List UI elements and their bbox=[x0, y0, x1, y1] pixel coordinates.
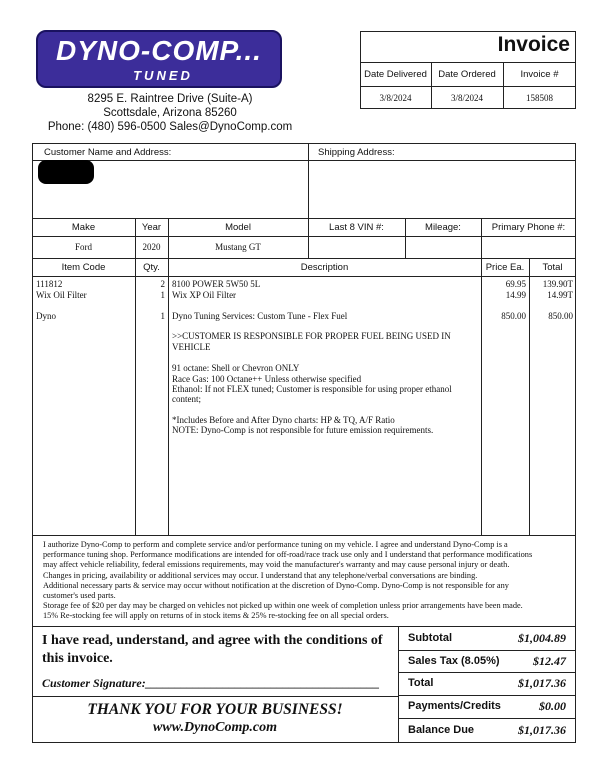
total-value: $1,017.36 bbox=[518, 676, 566, 690]
item-total: 14.99T bbox=[547, 290, 573, 300]
item-code: 111812 bbox=[36, 279, 63, 289]
logo-subtext: TUNED bbox=[133, 68, 193, 83]
terms-line: Additional necessary parts & service may occur without notification at the discretion of Dyno-Comp. Dyno-Comp is not responsible for any bbox=[43, 581, 509, 590]
logo-text: DYNO-COMP... bbox=[56, 35, 262, 66]
invoice-number-value: 158508 bbox=[526, 92, 553, 103]
date-delivered-value: 3/8/2024 bbox=[379, 92, 412, 103]
item-description: 8100 POWER 5W50 5L bbox=[172, 279, 261, 289]
vin-header: Last 8 VIN #: bbox=[329, 221, 384, 233]
model-value: Mustang GT bbox=[215, 242, 261, 252]
payments-credits-value: $0.00 bbox=[539, 699, 566, 713]
date-ordered-header: Date Ordered bbox=[438, 68, 496, 80]
mileage-header: Mileage: bbox=[425, 221, 461, 233]
item-qty: 1 bbox=[160, 290, 165, 300]
subtotal-label: Subtotal bbox=[408, 632, 452, 644]
website-link[interactable]: www.DynoComp.com bbox=[153, 720, 277, 735]
company-logo bbox=[36, 30, 282, 88]
payments-credits-label: Payments/Credits bbox=[408, 700, 501, 712]
item-description: Dyno Tuning Services: Custom Tune - Flex Fuel bbox=[172, 311, 348, 321]
sales-tax-label: Sales Tax (8.05%) bbox=[408, 655, 500, 667]
invoice-number-header: Invoice # bbox=[520, 68, 559, 80]
phone-header: Primary Phone #: bbox=[491, 221, 566, 233]
price-header: Price Ea. bbox=[485, 261, 525, 273]
note-line: content; bbox=[172, 394, 201, 404]
model-header: Model bbox=[225, 221, 251, 233]
date-delivered-header: Date Delivered bbox=[364, 68, 427, 80]
item-price: 850.00 bbox=[501, 311, 526, 321]
terms-line: I authorize Dyno-Comp to perform and complete service and/or performance tuning on my vehicle. I agree and understand Dyno-Comp is a bbox=[43, 540, 508, 549]
year-header: Year bbox=[141, 221, 162, 233]
company-address-line2: Scottsdale, Arizona 85260 bbox=[103, 107, 237, 119]
note-line: 91 octane: Shell or Chevron ONLY bbox=[172, 363, 300, 373]
make-value: Ford bbox=[74, 242, 92, 252]
item-description: Wix XP Oil Filter bbox=[172, 290, 237, 300]
terms-line: customer's used parts. bbox=[43, 591, 116, 600]
date-ordered-value: 3/8/2024 bbox=[450, 92, 483, 103]
year-value: 2020 bbox=[142, 242, 161, 252]
note-line: VEHICLE bbox=[172, 342, 211, 352]
item-code-header: Item Code bbox=[61, 261, 106, 273]
terms-line: Storage fee of $20 per day may be charged on vehicles not picked up within one week of completion unless prior arrangements have been made. bbox=[43, 601, 523, 610]
note-line: *Includes Before and After Dyno charts: HP & TQ, A/F Ratio bbox=[172, 415, 395, 425]
company-address-line1: 8295 E. Raintree Drive (Suite-A) bbox=[87, 93, 253, 105]
sales-tax-value: $12.47 bbox=[533, 654, 566, 668]
note-line: >>CUSTOMER IS RESPONSIBLE FOR PROPER FUEL BEING USED IN bbox=[172, 331, 451, 341]
item-total: 139.90T bbox=[542, 279, 573, 289]
item-total: 850.00 bbox=[548, 311, 573, 321]
customer-name-label: Customer Name and Address: bbox=[44, 147, 172, 158]
agreement-line2: this invoice. bbox=[42, 651, 113, 666]
total-label: Total bbox=[408, 677, 434, 689]
item-price: 69.95 bbox=[505, 279, 526, 289]
description-header: Description bbox=[300, 261, 349, 273]
item-qty: 2 bbox=[160, 279, 165, 289]
terms-line: may affect vehicle reliability, federal emissions requirements, may void the manufacturer's warranty and may cause personal injury or death. bbox=[43, 560, 510, 569]
balance-due-value: $1,017.36 bbox=[518, 723, 566, 737]
make-header: Make bbox=[71, 221, 96, 233]
customer-signature-line[interactable]: Customer Signature:_______________________________________ bbox=[42, 676, 380, 690]
item-code: Wix Oil Filter bbox=[36, 290, 87, 300]
item-qty: 1 bbox=[160, 311, 165, 321]
agreement-line1: I have read, understand, and agree with the conditions of bbox=[42, 633, 383, 648]
terms-line: 15% Re-stocking fee will apply on returns of in stock items & 25% re-stocking fee on all special orders. bbox=[43, 611, 389, 620]
note-line: Race Gas: 100 Octane++ Unless otherwise specified bbox=[172, 374, 362, 384]
item-code: Dyno bbox=[36, 311, 56, 321]
thank-you-message: THANK YOU FOR YOUR BUSINESS! bbox=[87, 701, 343, 718]
company-contact: Phone: (480) 596-0500 Sales@DynoComp.com bbox=[47, 121, 293, 133]
note-line: NOTE: Dyno-Comp is not responsible for future emission requirements. bbox=[172, 425, 434, 435]
total-header: Total bbox=[542, 261, 563, 273]
invoice-title: Invoice bbox=[497, 33, 570, 56]
qty-header: Qty. bbox=[143, 261, 160, 273]
item-price: 14.99 bbox=[505, 290, 526, 300]
terms-line: Changes in pricing, availability or additional services may occur. I understand that any telephone/verbal conversations are binding. bbox=[43, 571, 478, 580]
balance-due-label: Balance Due bbox=[408, 724, 475, 736]
note-line: Ethanol: If not FLEX tuned; Customer is responsible for using proper ethanol bbox=[172, 384, 452, 394]
shipping-address-label: Shipping Address: bbox=[318, 147, 395, 158]
terms-line: performance tuning shop. Performance modifications are intended for off-road/race track use only and I understand that performance modifications bbox=[43, 550, 533, 559]
subtotal-value: $1,004.89 bbox=[518, 631, 566, 645]
redacted-customer-name bbox=[38, 160, 94, 184]
